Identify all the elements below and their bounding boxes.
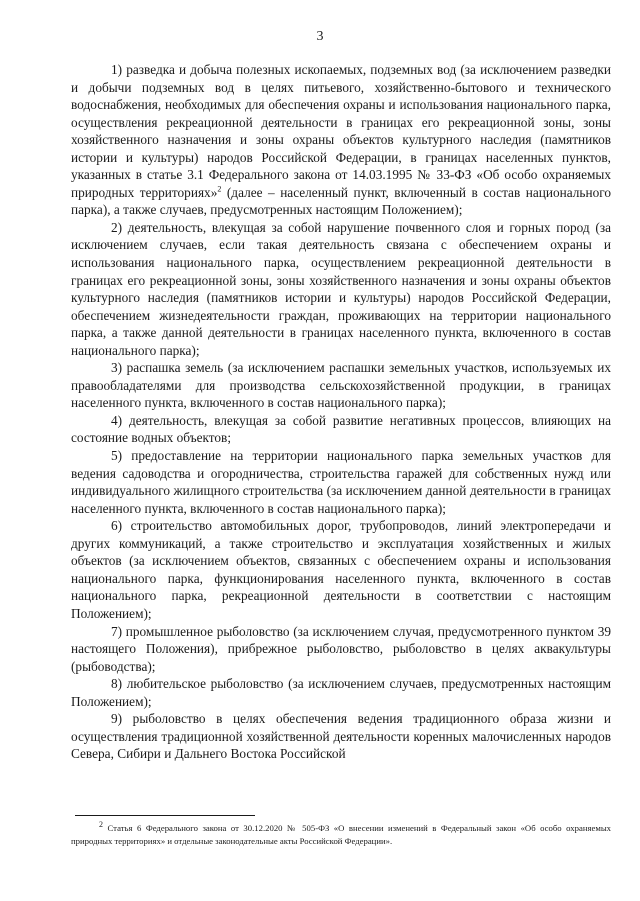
list-item-6: 6) строительство автомобильных дорог, трубопроводов, линий электропередачи и других коммуникаций, а также строительство и эксплуатация хозяйственных и жилых объектов (за исключением объектов, связанных с обеспечением охраны и использования национального парка, функционирования населенного пункта, включенного в состав национального парка, рекреационной деятельности в соответствии с настоящим Положением); xyxy=(71,518,611,621)
list-item-1 xyxy=(71,61,611,219)
list-item-8: 8) любительское рыболовство (за исключением случаев, предусмотренных настоящим Положением); xyxy=(71,676,611,709)
list-item-text-continued: (далее – населенный пункт, включенный в состав национального парка), а также случаев, предусмотренных настоящим Положением); xyxy=(71,184,611,218)
page-number: 3 xyxy=(316,29,324,44)
list-item-3: 3) распашка земель (за исключением распашки земельных участков, используемых их правообладателями для производства сельскохозяйственной продукции, в границах населенного пункта, включенного в состав национального парка); xyxy=(71,360,611,411)
footnote-marker: 2 xyxy=(99,820,103,830)
list-item-5: 5) предоставление на территории национального парка земельных участков для ведения садоводства и огородничества, строительства гаражей для собственных нужд или индивидуального жилищного строительства (за исключением данной деятельности в границах населенного пункта, включенного в состав национального парка); xyxy=(71,448,611,516)
list-item-7: 7) промышленное рыболовство (за исключением случая, предусмотренного пунктом 39 настоящего Положения), прибрежное рыболовство, рыболовство в целях аквакультуры (рыбоводства); xyxy=(71,623,611,674)
footnote-reference[interactable]: 2 xyxy=(217,184,222,194)
list-item-text: 1) разведка и добыча полезных ископаемых, подземных вод (за исключением разведки и добычи подземных вод в целях питьевого, хозяйственно-бытового и технического водоснабжения, необходимых для обеспечения охраны и использования национального парка, осуществления рекреационной деятельности в границах его рекреационной зоны, зоны хозяйственного назначения и зоны охраны объектов культурного наследия (памятников истории и культуры) народов Российской Федерации, в границах населенных пунктов, указанных в статье 3.1 Федерального закона от 14.03.1995 № 33-ФЗ «Об особо охраняемых природных территориях» xyxy=(71,62,611,200)
document-body xyxy=(71,61,611,763)
footnote-divider xyxy=(75,815,255,816)
list-item-9: 9) рыболовство в целях обеспечения ведения традиционного образа жизни и осуществления традиционной хозяйственной деятельности коренных малочисленных народов Севера, Сибири и Дальнего Востока Российской xyxy=(71,711,611,762)
footnote-text: Статья 6 Федерального закона от 30.12.2020 № 505-ФЗ «О внесении изменений в Федеральный закон «Об особо охраняемых природных территориях» и отдельные законодательные акты Российской Федерации». xyxy=(71,823,611,846)
list-item-4: 4) деятельность, влекущая за собой развитие негативных процессов, влияющих на состояние водных объектов; xyxy=(71,412,611,446)
footnote xyxy=(71,822,611,848)
list-item-2: 2) деятельность, влекущая за собой нарушение почвенного слоя и горных пород (за исключением случаев, если такая деятельность связана с обеспечением охраны и использования национального парка, осуществлением рекреационной деятельности в границах его рекреационной зоны, зоны хозяйственного назначения и зоны охраны объектов культурного наследия (памятников истории и культуры) народов Российской Федерации, обеспечением жизнедеятельности граждан, проживающих на территории национального парка, а также данной деятельности в границах населенного пункта, включенного в состав национального парка); xyxy=(71,219,611,358)
